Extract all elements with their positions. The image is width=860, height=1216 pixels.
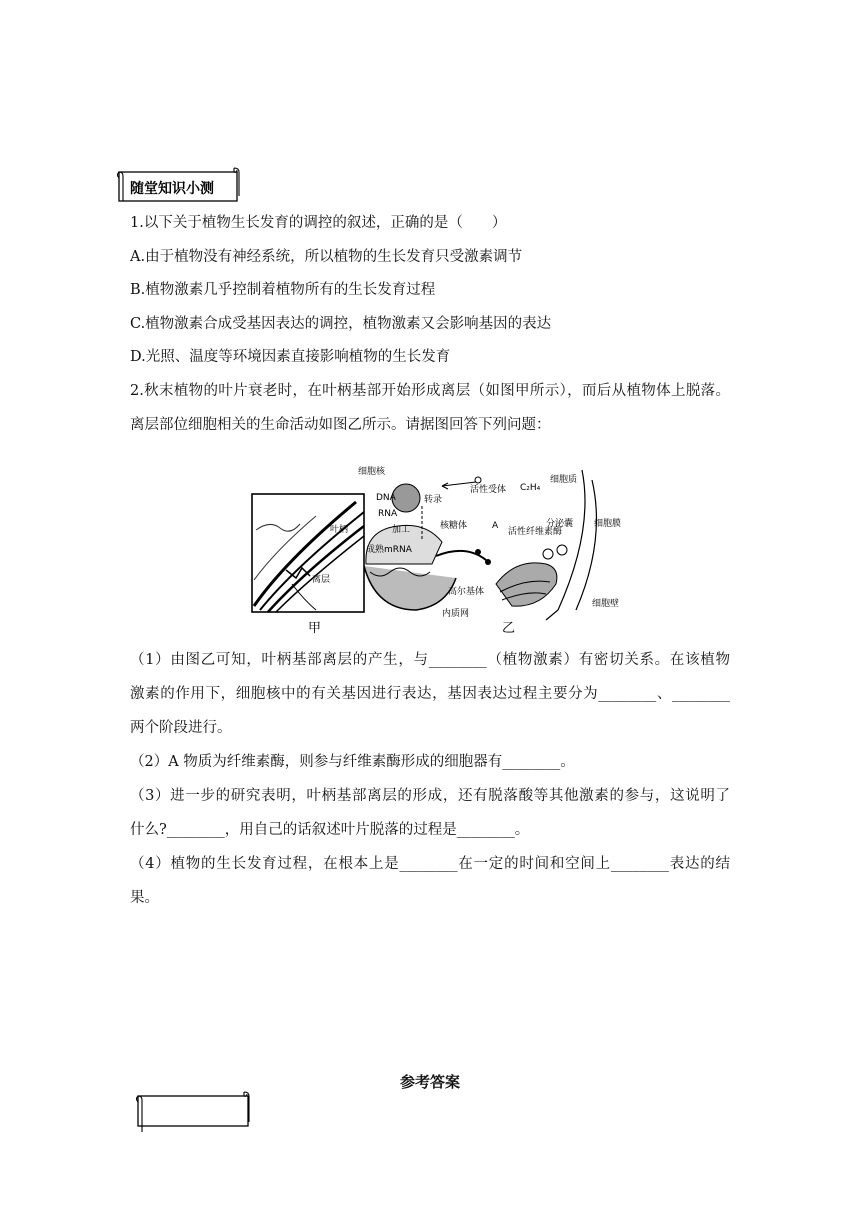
q2-part4-line1: （4）植物的生长发育过程，在根本上是________在一定的时间和空间上________表达的结	[130, 856, 730, 872]
q2-stem-line2: 离层部位细胞相关的生命活动如图乙所示。请据图回答下列问题：	[130, 417, 551, 433]
label-dna: DNA	[376, 493, 396, 503]
section-label: 随堂知识小测	[130, 181, 214, 197]
label-xibaohe: 细胞核	[358, 467, 386, 477]
answer-title: 参考答案	[399, 1073, 460, 1091]
label-hetangti: 核糖体	[440, 521, 468, 531]
cell-diagram	[246, 460, 622, 644]
label-yebing: 叶柄	[330, 525, 349, 535]
caption-jia: 甲	[308, 621, 322, 636]
figure	[246, 460, 622, 644]
q1-option-c: C.植物激素合成受基因表达的调控，植物激素又会影响基因的表达	[130, 316, 552, 332]
label-gaoerji: 高尔基体	[448, 587, 485, 597]
q2-part2: （2）A 物质为纤维素酶，则参与纤维素酶形成的细胞器有________。	[130, 754, 575, 770]
q2-part3-line2: 什么?________，用自己的话叙述叶片脱落的过程是________。	[130, 822, 530, 838]
q2-stem-line1: 2.秋末植物的叶片衰老时，在叶柄基部开始形成离层（如图甲所示），而后从植物体上脱落。	[130, 383, 730, 399]
label-huoxing-xianweisu: 活性纤维素酶	[508, 527, 563, 537]
label-jiagong: 加工	[392, 525, 411, 535]
label-a: A	[492, 521, 499, 531]
label-xibaozhi: 细胞质	[550, 475, 578, 485]
q1-option-b: B.植物激素几乎控制着植物所有的生长发育过程	[130, 282, 436, 298]
label-liceng: 离层	[312, 575, 331, 585]
label-rna: RNA	[378, 509, 398, 519]
q1-option-d: D.光照、温度等环境因素直接影响植物的生长发育	[130, 349, 451, 365]
label-zhuanlu: 转录	[424, 495, 443, 505]
scroll-frame-icon	[134, 1090, 254, 1134]
caption-yi: 乙	[502, 621, 516, 636]
q2-part1-line1: （1）由图乙可知，叶柄基部离层的产生，与________（植物激素）有密切关系。在该植物	[130, 652, 730, 668]
label-chengshu-mrna: 成熟mRNA	[366, 545, 412, 555]
label-xibaomo: 细胞膜	[594, 519, 622, 529]
q2-part1-line3: 两个阶段进行。	[130, 720, 232, 736]
label-neizhiwang: 内质网	[442, 609, 470, 619]
panel-jia	[252, 494, 364, 612]
q2-part1-line2: 激素的作用下，细胞核中的有关基因进行表达，基因表达过程主要分为________、________	[130, 686, 730, 702]
answer-banner	[134, 1090, 254, 1134]
q2-part3-line1: （3）进一步的研究表明，叶柄基部离层的形成，还有脱落酸等其他激素的参与，这说明了	[130, 788, 730, 804]
label-fenminang: 分泌囊	[546, 519, 574, 529]
label-c2h4: C₂H₄	[520, 483, 541, 493]
q1-stem: 1.以下关于植物生长发育的调控的叙述，正确的是（ ）	[130, 215, 507, 231]
q1-option-a: A.由于植物没有神经系统，所以植物的生长发育只受激素调节	[130, 249, 523, 265]
label-huoxing-shouti: 活性受体	[470, 485, 507, 495]
label-xibaobi: 细胞壁	[592, 599, 620, 609]
section-banner	[116, 166, 240, 202]
q2-part4-line2: 果。	[130, 890, 159, 906]
